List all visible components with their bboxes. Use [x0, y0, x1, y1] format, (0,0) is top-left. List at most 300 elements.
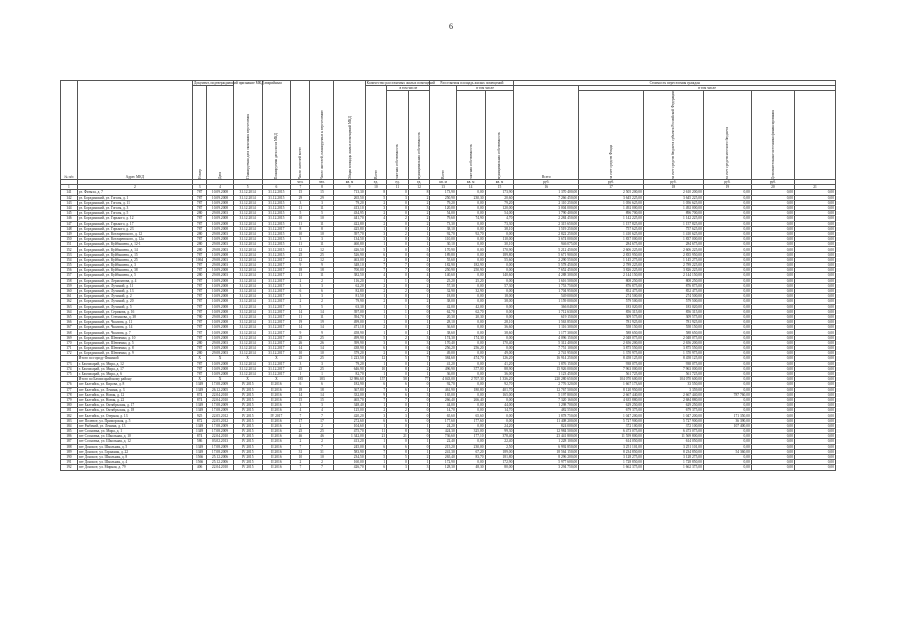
table-cell: 4 — [408, 273, 430, 278]
table-cell: 2 — [291, 439, 310, 444]
table-cell: 0,00 — [456, 283, 485, 288]
table-cell: 0,00 — [751, 434, 794, 439]
address-cell: ул. Борздинский, ул. Степанова, д. 38 — [77, 314, 192, 319]
table-cell: 0 — [387, 346, 409, 351]
table-cell: 1 753 750,00 — [514, 283, 579, 288]
table-cell: 0 — [387, 252, 409, 257]
table-cell: 65,60 — [430, 413, 456, 418]
table-cell: 0,00 — [795, 465, 836, 470]
table-cell: 31.12.2014 — [233, 268, 262, 273]
table-cell: 31.12.2017 — [262, 299, 291, 304]
table-cell: 9 — [310, 330, 334, 335]
table-cell: 1 — [365, 320, 387, 325]
table-cell: 1 — [365, 403, 387, 408]
table-cell: 0,00 — [703, 283, 751, 288]
table-cell: 0,00 — [703, 278, 751, 283]
table-cell: 0 — [387, 320, 409, 325]
table-cell: 46 — [310, 434, 334, 439]
table-cell: 0 — [387, 190, 409, 195]
table-cell: 6 — [291, 288, 310, 293]
table-cell: 0,00 — [456, 408, 485, 413]
table-cell: 182,90 — [334, 382, 365, 387]
table-cell: 11 — [291, 205, 310, 210]
table-cell: 31.12.2014 — [233, 252, 262, 257]
table-cell: 401,70 — [485, 387, 514, 392]
table-cell: 1 — [310, 371, 334, 376]
table-cell: 140,60 — [485, 273, 514, 278]
table-cell: 36 390,00 — [703, 418, 751, 423]
table-cell: 0,00 — [703, 351, 751, 356]
table-cell: 14 — [310, 325, 334, 330]
table-cell: 175 — [61, 371, 78, 376]
table-cell: 280 — [192, 247, 206, 252]
table-cell: 3 — [365, 205, 387, 210]
column-number-cell: 3 — [192, 185, 206, 190]
column-number-cell: 16 — [514, 185, 579, 190]
table-cell: 10.09.2008 — [207, 320, 233, 325]
table-cell: 11 — [310, 221, 334, 226]
table-cell: 0,00 — [751, 325, 794, 330]
table-cell: 3 — [365, 237, 387, 242]
table-cell: 0,00 — [703, 460, 751, 465]
table-cell: 6 992 850,00 — [514, 444, 579, 449]
table-cell: 17.08.2009 — [207, 408, 233, 413]
table-cell: 2 656 200,00 — [579, 340, 644, 345]
table-cell: 0,00 — [703, 361, 751, 366]
planned-demolition-header: Планируемая дата сноса МКД — [274, 132, 279, 180]
table-cell: 0,00 — [703, 403, 751, 408]
table-cell: 160,00 — [334, 460, 365, 465]
table-cell: 10.09.2008 — [207, 205, 233, 210]
table-cell: 28,10 — [430, 320, 456, 325]
address-cell: ул. Борздинский, ул. Гоголя, д. 5 — [77, 211, 192, 216]
address-cell: ул. Борздинский, ул. Горького, д. 17 — [77, 221, 192, 226]
table-cell: 1 662 375,00 — [579, 465, 644, 470]
table-cell: 0,00 — [456, 382, 485, 387]
table-cell: 0,00 — [795, 268, 836, 273]
table-cell: 1 — [408, 231, 430, 236]
table-cell: 372 100,00 — [579, 423, 644, 428]
table-cell: 7 — [310, 444, 334, 449]
address-cell: ул. Борздинский, ул. Гоголя, д. 11 — [77, 200, 192, 205]
table-cell: 83,70 — [456, 454, 485, 459]
table-cell: 177,60 — [430, 418, 456, 423]
table-cell: 1 712 630,00 — [514, 309, 579, 314]
table-cell: 2 — [310, 423, 334, 428]
table-cell: 0,00 — [751, 309, 794, 314]
table-cell: 325,00 — [456, 429, 485, 434]
table-cell: X — [192, 377, 206, 382]
table-cell: 2 — [387, 288, 409, 293]
table-cell: 0,00 — [456, 294, 485, 299]
table-cell: 280 — [192, 273, 206, 278]
table-cell: 808 250,00 — [643, 278, 703, 283]
table-cell: 424,30 — [430, 429, 456, 434]
table-cell: IV 2015 — [233, 418, 262, 423]
table-cell: 10 — [310, 216, 334, 221]
table-cell: 1 — [291, 371, 310, 376]
table-cell: 1 056 625,00 — [579, 200, 644, 205]
table-cell: 0,00 — [751, 335, 794, 340]
table-cell: 1 116 300,00 — [514, 325, 579, 330]
table-cell: 787 — [192, 252, 206, 257]
table-cell: 11 — [291, 221, 310, 226]
table-cell: 2 — [310, 439, 334, 444]
table-cell: 3 294 750,00 — [514, 465, 579, 470]
table-cell: 110,00 — [485, 237, 514, 242]
table-cell: 6 — [365, 252, 387, 257]
table-cell: 10.09.2008 — [207, 288, 233, 293]
address-cell: ул. Борздинский, ул. Котляревского, д. 12 — [77, 231, 192, 236]
table-cell: 583,90 — [334, 449, 365, 454]
table-cell: 3 — [291, 200, 310, 205]
table-cell: 1 — [408, 320, 430, 325]
table-cell: 31.12.2015 — [262, 252, 291, 257]
table-cell: 0,00 — [751, 429, 794, 434]
table-cell: 31.12.2014 — [233, 190, 262, 195]
table-cell: 2 — [408, 283, 430, 288]
table-cell: 3 251 101,00 — [579, 444, 644, 449]
table-cell: 5 727 900,00 — [579, 418, 644, 423]
table-cell: 397,70 — [334, 231, 365, 236]
table-cell: 183 — [61, 418, 78, 423]
table-cell: 0,00 — [795, 242, 836, 247]
table-cell: 284 675,00 — [643, 242, 703, 247]
table-cell: 161 — [61, 294, 78, 299]
table-cell: 31.12.2017 — [262, 314, 291, 319]
table-cell: 5 578 450,00 — [514, 263, 579, 268]
table-cell: IV 2015 — [233, 434, 262, 439]
table-cell: 31.12.2014 — [233, 211, 262, 216]
table-cell: 0,00 — [795, 377, 836, 382]
table-cell: 151 — [61, 242, 78, 247]
table-cell: 8 120 950,00 — [579, 387, 644, 392]
table-cell: 700,00 — [334, 268, 365, 273]
table-cell: X — [192, 356, 206, 361]
table-cell: 178 — [61, 392, 78, 397]
table-cell: 92,70 — [456, 231, 485, 236]
table-cell: 25 — [310, 335, 334, 340]
table-cell: II 2016 — [262, 408, 291, 413]
table-cell: 6 — [408, 252, 430, 257]
table-cell: 0,00 — [456, 252, 485, 257]
column-number-cell: 11 — [387, 185, 409, 190]
table-cell: 9 — [291, 330, 310, 335]
table-cell: 5 — [291, 304, 310, 309]
table-cell: 2 — [365, 325, 387, 330]
table-cell: 38,10 — [485, 226, 514, 231]
table-cell: 17.08.2009 — [207, 429, 233, 434]
table-cell: 614 050,00 — [579, 439, 644, 444]
table-cell: 0 — [387, 205, 409, 210]
table-cell: 499,00 — [334, 320, 365, 325]
table-cell: 14,70 — [430, 408, 456, 413]
table-cell: 31.12.2014 — [233, 314, 262, 319]
table-cell: 157 — [61, 273, 78, 278]
table-cell: 179 — [61, 397, 78, 402]
table-cell: 426,70 — [334, 465, 365, 470]
table-cell: 10.09.2008 — [207, 190, 233, 195]
table-cell: 1 298 700,00 — [514, 403, 579, 408]
table-cell: 14 — [291, 325, 310, 330]
table-cell: 126,20 — [485, 356, 514, 361]
table-cell: 3 645 225,00 — [579, 195, 644, 200]
table-cell: 0,00 — [751, 371, 794, 376]
table-cell: 20,30 — [430, 314, 456, 319]
table-cell: 31.12.2014 — [233, 242, 262, 247]
table-cell: 0,00 — [751, 330, 794, 335]
table-cell: 0,00 — [795, 397, 836, 402]
table-cell: 57,30 — [430, 283, 456, 288]
table-cell: 25 — [291, 252, 310, 257]
table-cell: 874 — [192, 392, 206, 397]
table-cell: 11 — [291, 242, 310, 247]
address-cell: ул. Борздинский, ул. Шевченко, д. 9 — [77, 351, 192, 356]
column-number-cell: 6 — [262, 185, 291, 190]
table-cell: 36,00 — [430, 371, 456, 376]
table-cell: 7 — [365, 268, 387, 273]
table-cell: 0,00 — [703, 195, 751, 200]
table-cell: 0,00 — [795, 444, 836, 449]
table-cell: 0,00 — [795, 263, 836, 268]
table-cell: 787 — [192, 263, 206, 268]
address-cell: ул. Борздинский, ул. Шевченко, д. 10 — [77, 335, 192, 340]
table-cell: 31.12.2015 — [262, 216, 291, 221]
table-cell: 0,00 — [703, 288, 751, 293]
table-cell: 0,00 — [751, 366, 794, 371]
table-cell: 116,20 — [334, 278, 365, 283]
table-cell: 4 — [291, 408, 310, 413]
table-cell: 29.08.2003 — [207, 263, 233, 268]
table-cell: 177,10 — [456, 434, 485, 439]
table-cell: 8 — [387, 449, 409, 454]
table-cell: 25,20 — [456, 278, 485, 283]
table-cell: 266,40 — [456, 397, 485, 402]
table-cell: 1349 — [192, 449, 206, 454]
unit-cell: кв. м — [430, 180, 456, 185]
table-cell: 0,00 — [751, 346, 794, 351]
table-cell: 17.08.2009 — [207, 423, 233, 428]
table-cell: 0 — [408, 304, 430, 309]
table-cell: 10.09.2008 — [207, 226, 233, 231]
table-cell: 189,80 — [430, 252, 456, 257]
table-cell: 0,00 — [751, 190, 794, 195]
table-cell: 164 — [61, 309, 78, 314]
table-cell: 458,90 — [334, 330, 365, 335]
table-cell: 10.09.2008 — [207, 237, 233, 242]
table-cell: 6 — [291, 382, 310, 387]
table-cell: 17 — [291, 418, 310, 423]
table-cell: 19 — [310, 320, 334, 325]
address-cell: пгт Донское, ул. Гаражная, д. 22 — [77, 449, 192, 454]
table-cell: 0,00 — [703, 335, 751, 340]
residents-planned-header: Число жителей, планируемых к переселению — [319, 109, 324, 180]
table-cell: 0,00 — [751, 449, 794, 454]
table-cell: 3 — [291, 283, 310, 288]
table-cell: 5 — [387, 454, 409, 459]
address-cell: ул. Борздинский, ул. Чкалова, д. 7 — [77, 330, 192, 335]
table-cell: 5 727 900,00 — [643, 418, 703, 423]
table-cell: 0,00 — [751, 299, 794, 304]
table-cell: 0 — [387, 299, 409, 304]
address-cell: ул. Борздинский, ул. Шевченко, д. 8 — [77, 346, 192, 351]
cost-group-header: Стоимость переселения граждан — [514, 81, 836, 86]
table-cell: 63,30 — [334, 304, 365, 309]
table-cell: 0,00 — [751, 439, 794, 444]
table-cell: 0 — [387, 247, 409, 252]
table-cell: 145 — [61, 211, 78, 216]
table-cell: 234,50 — [334, 454, 365, 459]
table-cell: 12 — [310, 247, 334, 252]
table-cell: 588 650,00 — [643, 330, 703, 335]
table-cell: 0 — [387, 361, 409, 366]
table-cell: 3 — [310, 361, 334, 366]
table-cell: 366 040,00 — [514, 304, 579, 309]
table-cell: 31.12.2017 — [262, 268, 291, 273]
table-cell: 22,40 — [430, 439, 456, 444]
address-cell: пгт Сосновка, ул. Мира, д. 1 — [77, 429, 192, 434]
table-cell: 1 370 975,00 — [579, 351, 644, 356]
table-cell: 0,00 — [703, 314, 751, 319]
table-cell: 31.12.2015 — [262, 242, 291, 247]
table-cell: 0 — [387, 460, 409, 465]
table-cell: 120,00 — [485, 205, 514, 210]
table-cell: 852 475,00 — [579, 288, 644, 293]
table-cell: 31.12.2014 — [233, 335, 262, 340]
table-cell: 0,00 — [703, 397, 751, 402]
table-cell: 31.12.2017 — [262, 273, 291, 278]
table-cell: 31.12.2014 — [233, 330, 262, 335]
address-cell: ул. Борздинский, ул. Куйбышева, д. 15 — [77, 252, 192, 257]
table-cell: 1 — [387, 304, 409, 309]
table-cell: 26 — [310, 340, 334, 345]
table-cell: IV 2015 — [233, 449, 262, 454]
table-cell: 230,00 — [456, 444, 485, 449]
table-cell: 157 — [365, 377, 387, 382]
table-cell: 141 — [61, 190, 78, 195]
table-cell: 31.12.2014 — [233, 195, 262, 200]
table-cell: 896 700,00 — [579, 211, 644, 216]
table-cell: 1 — [408, 226, 430, 231]
table-cell: 856 315,00 — [643, 309, 703, 314]
table-cell: 1 — [387, 278, 409, 283]
table-cell: 0,00 — [795, 252, 836, 257]
table-cell: 31.12.2015 — [262, 247, 291, 252]
table-cell: 787 — [192, 195, 206, 200]
table-cell: 241,30 — [430, 449, 456, 454]
table-cell: 14 — [291, 309, 310, 314]
table-cell: 0,00 — [751, 361, 794, 366]
table-cell: 1 — [387, 309, 409, 314]
table-cell: 0,00 — [795, 460, 836, 465]
table-cell: 6 — [310, 382, 334, 387]
table-cell: 0,00 — [751, 392, 794, 397]
table-cell: 619 150,00 — [514, 314, 579, 319]
table-cell: 31.12.2014 — [233, 200, 262, 205]
table-cell: 7 — [310, 413, 334, 418]
table-cell: 177,60 — [456, 418, 485, 423]
table-cell: 0,00 — [485, 268, 514, 273]
table-cell: 31.12.2014 — [233, 278, 262, 283]
table-cell: 25.12.2006 — [207, 454, 233, 459]
table-cell: 57,30 — [485, 283, 514, 288]
table-cell: 787 — [192, 190, 206, 195]
unit-cell: руб. — [514, 180, 579, 185]
table-cell: 0,00 — [703, 273, 751, 278]
table-cell: 0,00 — [751, 351, 794, 356]
table-cell: 787 — [192, 200, 206, 205]
table-cell: 0 — [408, 382, 430, 387]
table-cell: 18 — [310, 268, 334, 273]
table-cell: 38,00 — [430, 299, 456, 304]
table-cell: 5 671 900,00 — [514, 252, 579, 257]
table-cell: 0,00 — [751, 252, 794, 257]
table-cell: II 2016 — [262, 444, 291, 449]
table-cell: 170,90 — [485, 247, 514, 252]
table-cell: 250,90 — [430, 195, 456, 200]
table-cell: 18 — [310, 387, 334, 392]
table-cell: 32,90 — [456, 288, 485, 293]
table-cell: II 2016 — [262, 382, 291, 387]
table-cell: 10.09.2008 — [207, 335, 233, 340]
table-cell: 0,00 — [795, 226, 836, 231]
table-cell: 31.12.2014 — [233, 226, 262, 231]
table-cell: 31.12.2014 — [233, 205, 262, 210]
table-cell: 189,00 — [485, 449, 514, 454]
table-cell: 0 — [387, 423, 409, 428]
table-cell: 0,00 — [703, 439, 751, 444]
table-cell: 173,90 — [430, 190, 456, 195]
address-cell: Итого по Бахчисарайскому району — [77, 377, 192, 382]
table-cell: 12 — [291, 257, 310, 262]
table-cell: 22.04.2010 — [207, 465, 233, 470]
table-cell: 120,00 — [430, 205, 456, 210]
table-cell: 7 751 100,00 — [514, 346, 579, 351]
table-cell: 874 — [192, 434, 206, 439]
table-cell: 166 — [61, 320, 78, 325]
table-cell: 162 — [61, 299, 78, 304]
table-cell: 46 — [291, 434, 310, 439]
table-cell: 22.04.2010 — [207, 434, 233, 439]
table-cell: 0,00 — [795, 247, 836, 252]
table-cell: 3 — [387, 465, 409, 470]
table-cell: 31.12.2017 — [262, 309, 291, 314]
table-cell: 1 492 000,00 — [579, 205, 644, 210]
table-cell: 0,00 — [751, 356, 794, 361]
table-cell: 250,90 — [456, 268, 485, 273]
column-number-cell: 21 — [795, 185, 836, 190]
table-cell: 10.09.2008 — [207, 304, 233, 309]
table-cell: 10.09.2008 — [207, 366, 233, 371]
table-cell: 1 — [387, 314, 409, 319]
table-cell: 0 — [408, 397, 430, 402]
table-cell: 7 — [387, 397, 409, 402]
table-cell: 266,40 — [430, 397, 456, 402]
table-cell: 0,00 — [795, 387, 836, 392]
table-cell: 787 — [192, 309, 206, 314]
table-cell: 1 — [408, 403, 430, 408]
table-cell: 787 — [192, 278, 206, 283]
table-cell: 0 — [387, 340, 409, 345]
table-cell: II 2016 — [262, 387, 291, 392]
table-cell: 10.09.2008 — [207, 325, 233, 330]
table-cell: 31.12.2014 — [233, 304, 262, 309]
table-cell: 1 — [408, 242, 430, 247]
table-cell: 0,00 — [485, 309, 514, 314]
table-cell: 172 — [61, 351, 78, 356]
table-cell: 17.08.2009 — [207, 382, 233, 387]
table-cell: 10 — [291, 231, 310, 236]
